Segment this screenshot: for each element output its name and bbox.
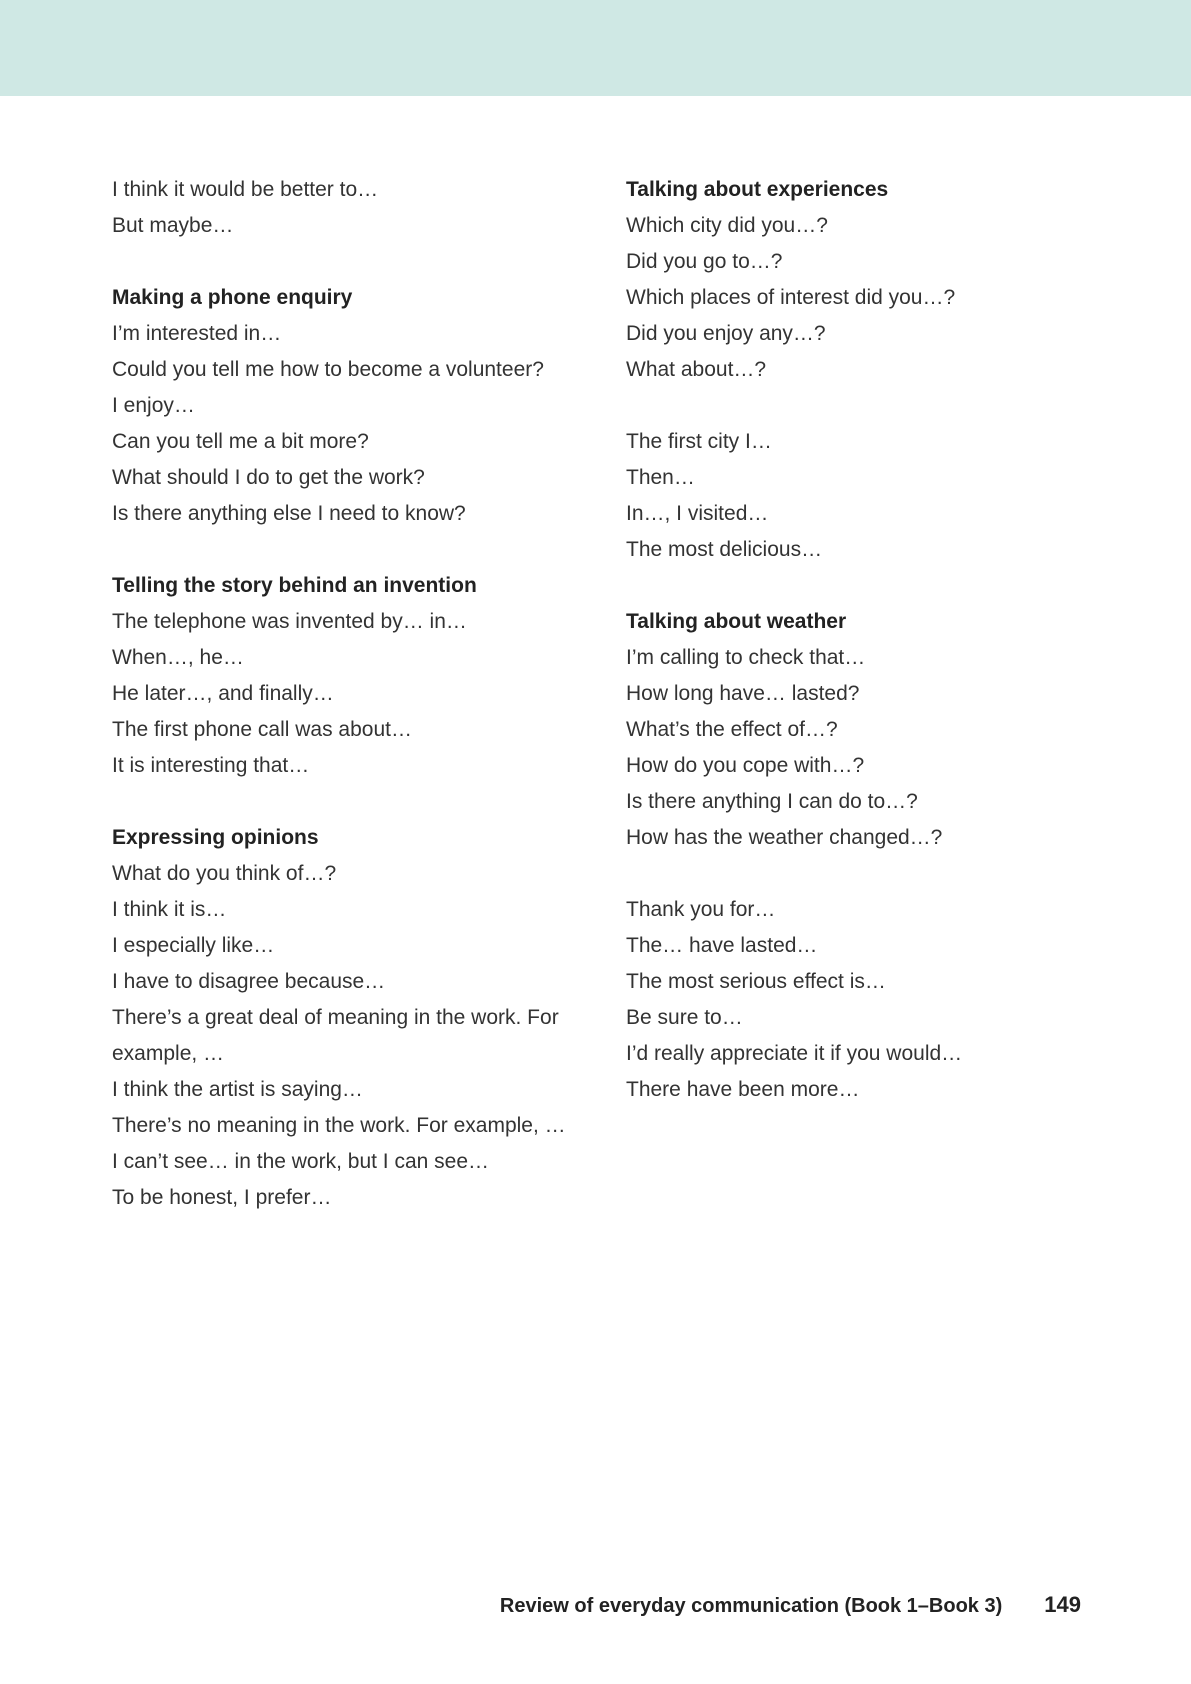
phrase-line: How long have… lasted?	[626, 682, 860, 705]
phrase-line: But maybe…	[112, 214, 234, 237]
phrase-line: In…, I visited…	[626, 502, 769, 525]
footer-title: Review of everyday communication (Book 1–Book 3)	[499, 1595, 1003, 1617]
phrase-line: When…, he…	[112, 646, 244, 669]
phrase-line: It is interesting that…	[112, 754, 310, 777]
section-heading-opinions: Expressing opinions	[112, 826, 319, 849]
section-heading-experiences: Talking about experiences	[626, 178, 889, 201]
phrase-line: Can you tell me a bit more?	[112, 430, 369, 453]
phrase-line: Did you go to…?	[626, 250, 783, 273]
left-column	[112, 172, 612, 1216]
phrase-line: The most delicious…	[626, 538, 823, 561]
phrase-line: Then…	[626, 466, 695, 489]
right-column	[626, 172, 1126, 1108]
phrase-line: I think it would be better to…	[112, 178, 379, 201]
phrase-line: Could you tell me how to become a volunteer?	[112, 358, 544, 381]
phrase-line: The most serious effect is…	[626, 970, 886, 993]
phrase-line: There’s no meaning in the work. For example, …	[112, 1114, 566, 1137]
phrase-line: I’m calling to check that…	[626, 646, 866, 669]
phrase-line: I can’t see… in the work, but I can see…	[112, 1150, 490, 1173]
phrase-line: I’d really appreciate it if you would…	[626, 1042, 963, 1065]
phrase-line: Is there anything else I need to know?	[112, 502, 466, 525]
page-footer	[500, 1592, 1081, 1618]
section-heading-invention: Telling the story behind an invention	[112, 574, 477, 597]
phrase-line: Did you enjoy any…?	[626, 322, 826, 345]
phrase-line: What about…?	[626, 358, 767, 381]
phrase-line: What’s the effect of…?	[626, 718, 838, 741]
phrase-line: I enjoy…	[112, 394, 195, 417]
phrase-line: I have to disagree because…	[112, 970, 386, 993]
phrase-line: There’s a great deal of meaning in the work. For example, …	[112, 1006, 559, 1065]
phrase-line: Be sure to…	[626, 1006, 743, 1029]
phrase-line: Which city did you…?	[626, 214, 828, 237]
phrase-line: Which places of interest did you…?	[626, 286, 956, 309]
phrase-line: I think the artist is saying…	[112, 1078, 363, 1101]
phrase-line: There have been more…	[626, 1078, 860, 1101]
phrase-line: The telephone was invented by… in…	[112, 610, 467, 633]
phrase-line: Thank you for…	[626, 898, 776, 921]
phrase-line: I think it is…	[112, 898, 227, 921]
header-band	[0, 0, 1191, 96]
phrase-line: The first phone call was about…	[112, 718, 412, 741]
page-number: 149	[1044, 1592, 1081, 1617]
phrase-line: The… have lasted…	[626, 934, 818, 957]
phrase-line: To be honest, I prefer…	[112, 1186, 332, 1209]
phrase-line: How do you cope with…?	[626, 754, 865, 777]
section-heading-weather: Talking about weather	[626, 610, 847, 633]
phrase-line: What do you think of…?	[112, 862, 337, 885]
phrase-line: Is there anything I can do to…?	[626, 790, 918, 813]
phrase-line: The first city I…	[626, 430, 772, 453]
phrase-line: What should I do to get the work?	[112, 466, 425, 489]
section-heading-phone-enquiry: Making a phone enquiry	[112, 286, 353, 309]
phrase-line: I especially like…	[112, 934, 275, 957]
phrase-line: I’m interested in…	[112, 322, 282, 345]
phrase-line: He later…, and finally…	[112, 682, 334, 705]
phrase-line: How has the weather changed…?	[626, 826, 943, 849]
